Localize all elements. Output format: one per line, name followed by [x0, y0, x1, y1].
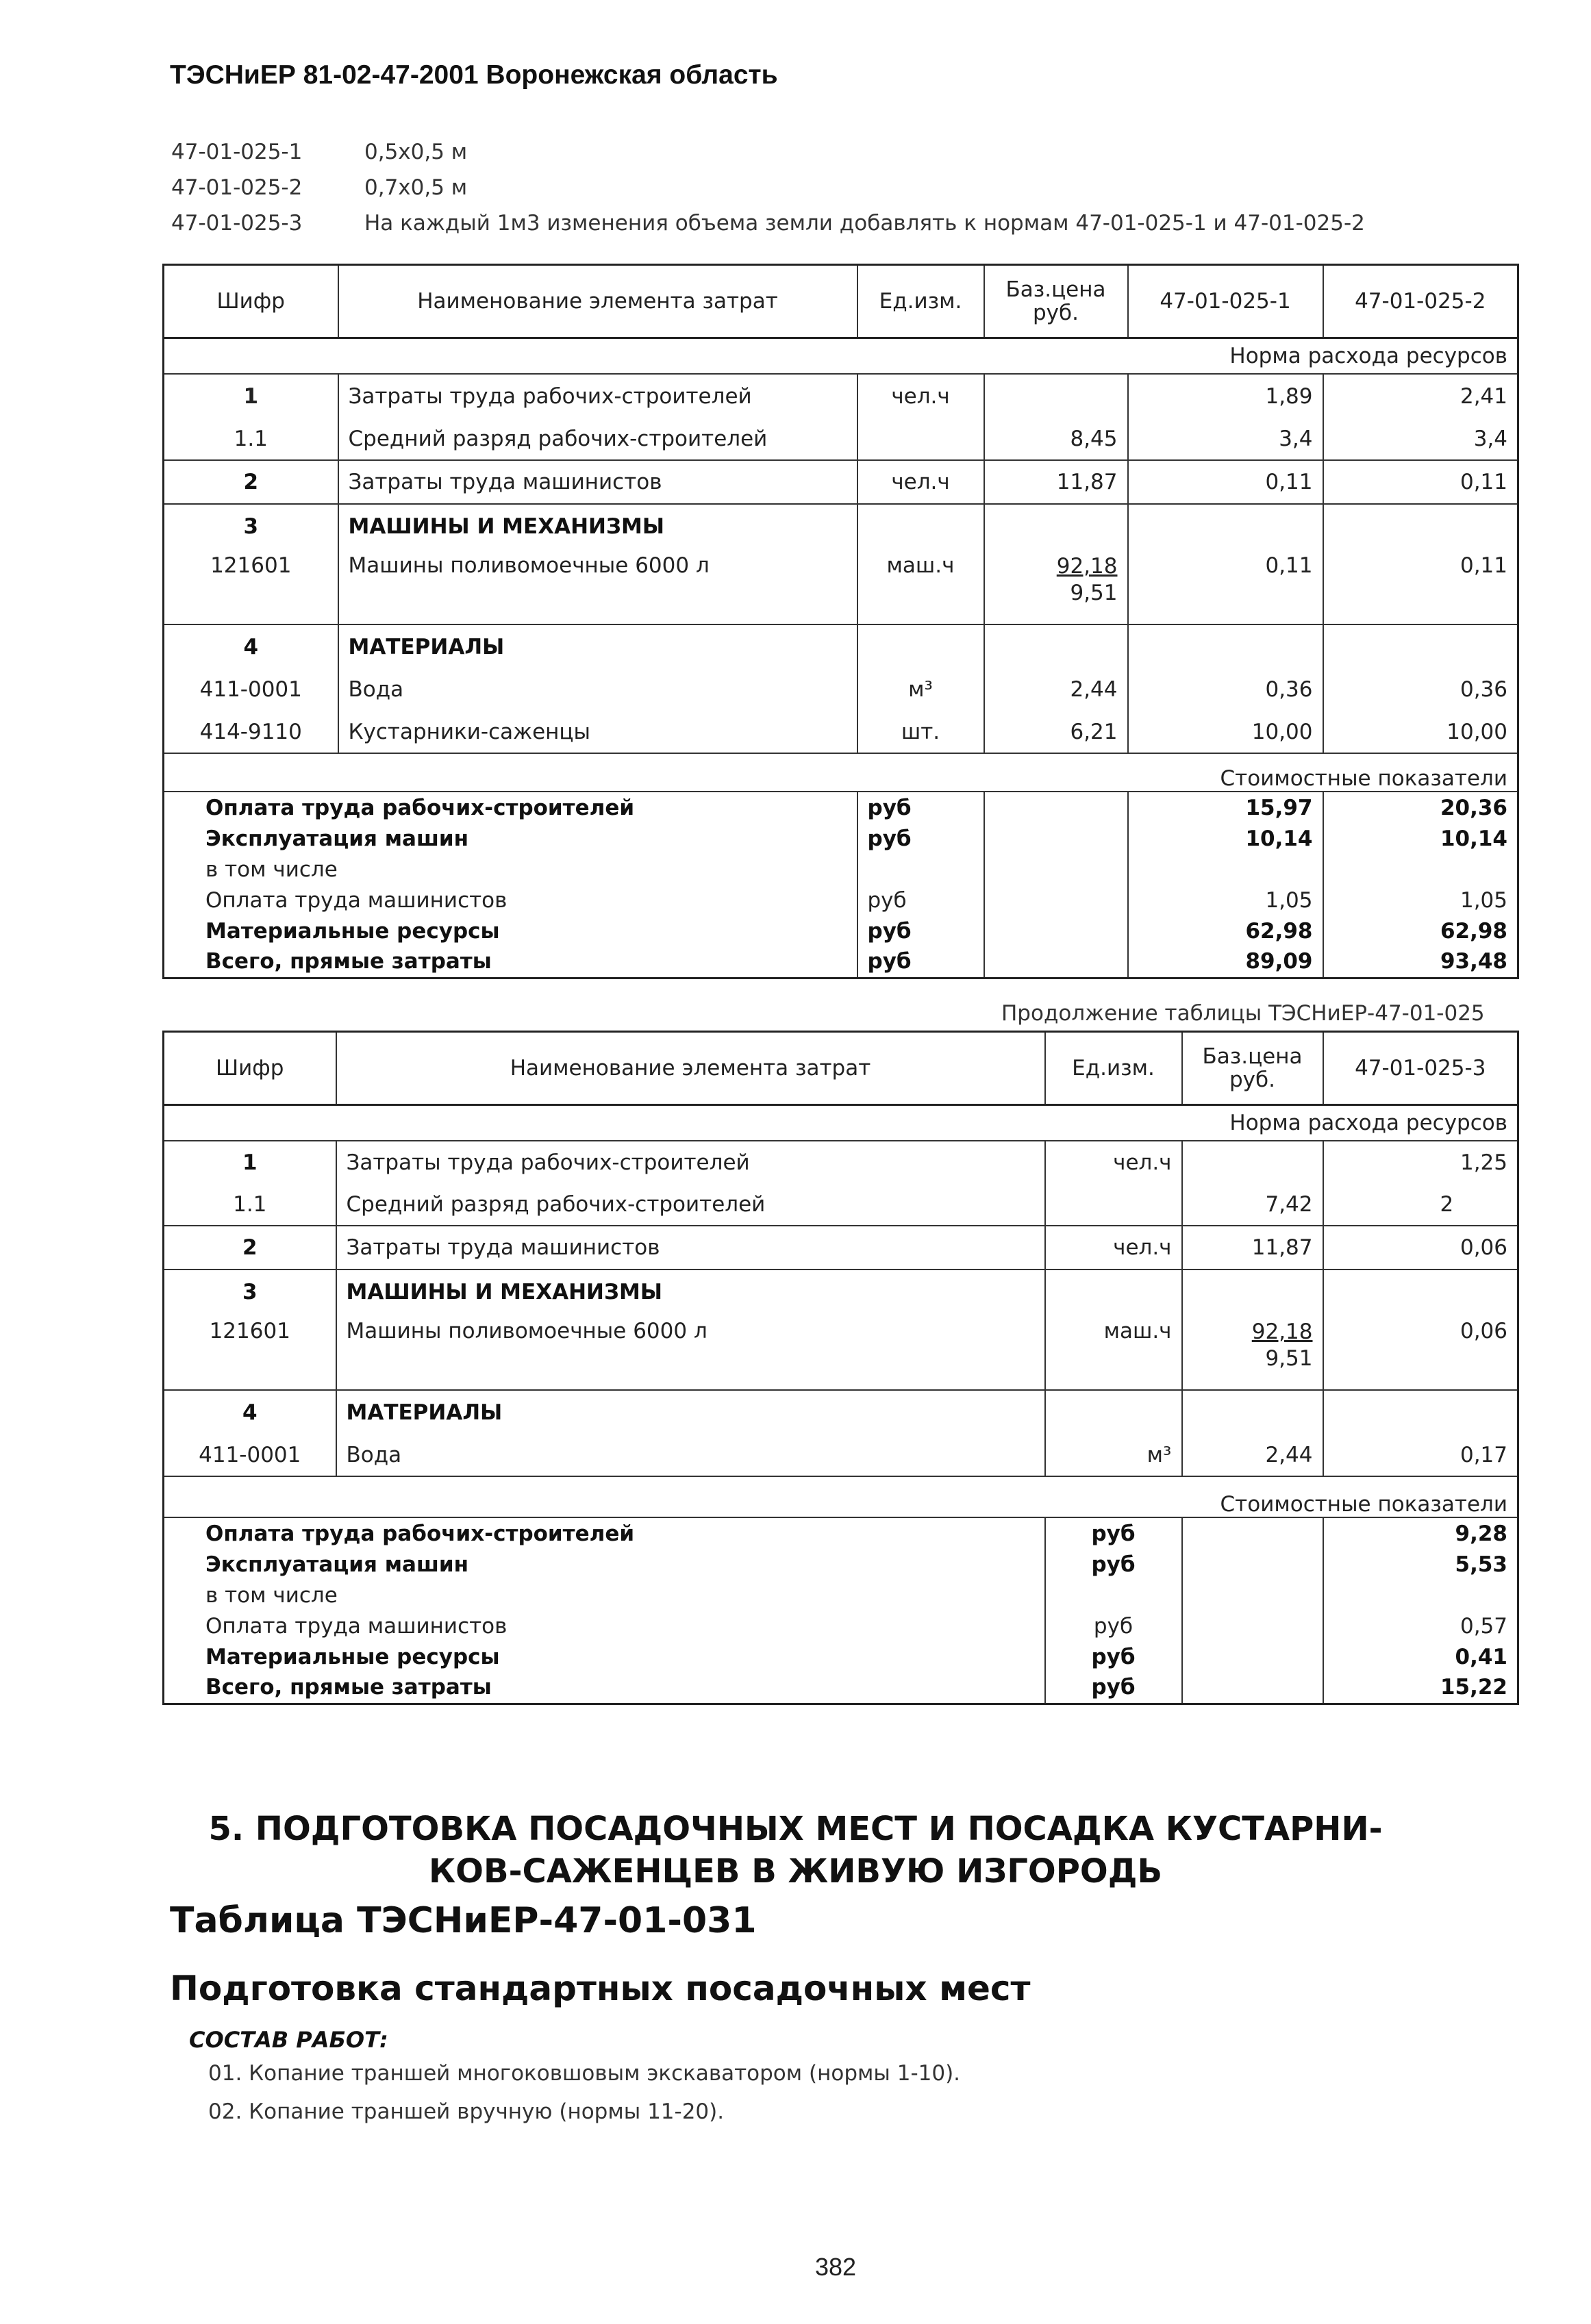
row-norm-2: 3,4 [1323, 418, 1518, 460]
norm-label: Норма расхода ресурсов [164, 1105, 1518, 1141]
row-price: 8,45 [984, 418, 1128, 460]
row-name: Машины поливомоечные 6000 л [338, 548, 857, 624]
cost-value-2: 1,05 [1323, 885, 1518, 916]
code-list-item [171, 134, 1365, 170]
cost-unit: руб [1045, 1611, 1182, 1642]
row-name: Вода [338, 668, 857, 711]
cost-value-2: 10,14 [1323, 823, 1518, 855]
document-header: ТЭСНиЕР 81-02-47-2001 Воронежская область [170, 60, 778, 90]
group-name: МАТЕРИАЛЫ [338, 624, 857, 668]
cost-unit: руб [1045, 1517, 1182, 1549]
code-list-item [171, 170, 1365, 205]
group-name: МАШИНЫ И МЕХАНИЗМЫ [338, 504, 857, 548]
code-list [171, 134, 1365, 241]
row-unit [1045, 1183, 1182, 1226]
table-title: Таблица ТЭСНиЕР-47-01-031 [170, 1900, 757, 1941]
cost-value-1: 62,98 [1128, 916, 1323, 946]
table-row [164, 1141, 1518, 1183]
code-description: 0,5x0,5 м [364, 140, 468, 164]
col-header-price: Баз.цена руб. [1182, 1032, 1323, 1105]
work-composition-label: СОСТАВ РАБОТ: [189, 2027, 388, 2053]
row-price: 11,87 [1182, 1226, 1323, 1270]
cost-row [164, 916, 1518, 946]
cost-row [164, 1580, 1518, 1611]
row-norm-1: 1,89 [1128, 374, 1323, 418]
cost-row [164, 1611, 1518, 1642]
price-operator: 9,51 [1265, 1346, 1313, 1371]
row-name: Затраты труда рабочих-строителей [338, 374, 857, 418]
cost-value-3: 0,41 [1323, 1642, 1518, 1672]
cost-row [164, 1672, 1518, 1704]
code-description: 0,7x0,5 м [364, 175, 468, 200]
table-header-row [164, 1032, 1518, 1105]
col-header-code: Шифр [216, 1055, 284, 1081]
cost-name: Всего, прямые затраты [205, 949, 492, 974]
group-code: 4 [164, 624, 338, 668]
cost-label: Стоимостные показатели [164, 1476, 1518, 1517]
cost-row [164, 792, 1518, 823]
row-name: Средний разряд рабочих-строителей [338, 418, 857, 460]
cost-value-3: 0,57 [1323, 1611, 1518, 1642]
section-label-row [164, 338, 1518, 375]
col-header-code: Шифр [216, 288, 285, 314]
row-norm-2: 2,41 [1323, 374, 1518, 418]
cost-name: Эксплуатация машин [205, 826, 469, 851]
row-code: 411-0001 [199, 677, 302, 702]
row-norm-2: 10,00 [1323, 711, 1518, 753]
row-price: 6,21 [984, 711, 1128, 753]
code: 47-01-025-3 [171, 211, 303, 236]
code: 47-01-025-2 [171, 175, 303, 200]
cost-unit: руб [857, 885, 984, 916]
table-row [164, 460, 1518, 504]
continuation-caption: Продолжение таблицы ТЭСНиЕР-47-01-025 [1001, 1001, 1485, 1026]
cost-name: Оплата труда рабочих-строителей [164, 1517, 1045, 1549]
group-row [164, 1270, 1518, 1313]
cost-unit: руб [1045, 1672, 1182, 1704]
row-name: Машины поливомоечные 6000 л [336, 1313, 1045, 1390]
row-norm-2: 0,11 [1323, 460, 1518, 504]
row-price: 7,42 [1182, 1183, 1323, 1226]
section-title [0, 1808, 1591, 1893]
group-row [164, 624, 1518, 668]
cost-row [164, 885, 1518, 916]
row-price [984, 374, 1128, 418]
group-code: 4 [164, 1390, 336, 1434]
row-unit: чел.ч [1045, 1141, 1182, 1183]
row-price: 2,44 [1182, 1434, 1323, 1476]
cost-unit: руб [857, 916, 984, 946]
row-price: 11,87 [984, 460, 1128, 504]
row-norm-1: 10,00 [1128, 711, 1323, 753]
row-code: 411-0001 [199, 1442, 301, 1467]
table-header-row [164, 265, 1518, 338]
cost-name: Оплата труда машинистов [205, 1614, 508, 1639]
col-header-unit: Ед.изм. [857, 265, 984, 338]
row-name: Затраты труда рабочих-строителей [336, 1141, 1045, 1183]
section-label-row [164, 1476, 1518, 1517]
cost-row [164, 1642, 1518, 1672]
col-header-norm-3: 47-01-025-3 [1323, 1032, 1518, 1105]
row-code: 414-9110 [199, 719, 302, 744]
row-unit: чел.ч [1045, 1226, 1182, 1270]
cost-value-3: 9,28 [1323, 1517, 1518, 1549]
cost-value-1: 1,05 [1128, 885, 1323, 916]
norm-table-2 [162, 1031, 1519, 1705]
table-row [164, 418, 1518, 460]
table-row [164, 548, 1518, 624]
code-description: На каждый 1м3 изменения объема земли добавлять к нормам 47-01-025-1 и 47-01-025-2 [364, 211, 1365, 236]
table-row [164, 1226, 1518, 1270]
row-unit: м³ [857, 668, 984, 711]
row-name: Затраты труда машинистов [336, 1226, 1045, 1270]
cost-name: Материальные ресурсы [205, 1645, 500, 1669]
group-name: МАТЕРИАЛЫ [336, 1390, 1045, 1434]
col-header-norm-2: 47-01-025-2 [1323, 265, 1518, 338]
cost-value-3: 5,53 [1323, 1549, 1518, 1580]
price-machine: 92,18 [1056, 554, 1118, 579]
row-code: 2 [164, 460, 338, 504]
cost-name: Всего, прямые затраты [205, 1675, 492, 1700]
group-row [164, 504, 1518, 548]
cost-row [164, 946, 1518, 978]
col-header-price: Баз.цена руб. [984, 265, 1128, 338]
cost-row [164, 823, 1518, 855]
cost-name: Оплата труда машинистов [205, 888, 508, 913]
row-norm-3: 0,06 [1323, 1313, 1518, 1390]
row-norm-3: 0,17 [1323, 1434, 1518, 1476]
row-norm-1: 0,36 [1128, 668, 1323, 711]
price-machine: 92,18 [1251, 1319, 1313, 1344]
col-header-name: Наименование элемента затрат [338, 265, 857, 338]
cost-value-3: 15,22 [1323, 1672, 1518, 1704]
code-list-item [171, 205, 1365, 241]
group-code: 3 [164, 1270, 336, 1313]
cost-unit: руб [857, 792, 984, 823]
row-norm-3: 2 [1323, 1183, 1518, 1226]
cost-name: Материальные ресурсы [205, 919, 500, 944]
cost-value-2: 20,36 [1323, 792, 1518, 823]
row-name: Кустарники-саженцы [338, 711, 857, 753]
row-code: 1 [164, 1141, 336, 1183]
table-row [164, 1434, 1518, 1476]
row-unit: м³ [1045, 1434, 1182, 1476]
row-code: 121601 [210, 553, 292, 578]
cost-label: Стоимостные показатели [164, 753, 1518, 792]
section-title-line-1: 5. ПОДГОТОВКА ПОСАДОЧНЫХ МЕСТ И ПОСАДКА КУСТАРНИ- [208, 1810, 1383, 1848]
section-label-row [164, 753, 1518, 792]
row-name: Вода [336, 1434, 1045, 1476]
row-price: 2,44 [984, 668, 1128, 711]
row-norm-1: 0,11 [1128, 460, 1323, 504]
code: 47-01-025-1 [171, 140, 303, 164]
cost-name: Оплата труда рабочих-строителей [164, 792, 857, 823]
row-unit: шт. [857, 711, 984, 753]
cost-value-1: 89,09 [1128, 946, 1323, 978]
row-code: 1.1 [233, 1191, 267, 1217]
row-code: 2 [164, 1226, 336, 1270]
cost-row [164, 1517, 1518, 1549]
cost-row [164, 855, 1518, 885]
table-subtitle: Подготовка стандартных посадочных мест [170, 1969, 1031, 2008]
price-operator: 9,51 [1070, 580, 1118, 605]
row-code: 121601 [209, 1319, 290, 1343]
cost-value-2: 93,48 [1323, 946, 1518, 978]
work-item: 01. Копание траншей многоковшовым экскаватором (нормы 1-10). [208, 2061, 961, 2086]
cost-unit: руб [1045, 1642, 1182, 1672]
cost-row [164, 1549, 1518, 1580]
row-norm-1: 0,11 [1128, 548, 1323, 624]
table-row [164, 1313, 1518, 1390]
row-code: 1.1 [234, 426, 268, 451]
table-row [164, 374, 1518, 418]
row-name: Средний разряд рабочих-строителей [336, 1183, 1045, 1226]
row-name: Затраты труда машинистов [338, 460, 857, 504]
row-unit: чел.ч [857, 460, 984, 504]
table-row [164, 668, 1518, 711]
row-unit [857, 418, 984, 460]
row-unit: чел.ч [857, 374, 984, 418]
table-row [164, 1183, 1518, 1226]
row-unit: маш.ч [857, 548, 984, 624]
cost-unit: руб [857, 823, 984, 855]
norm-table-1 [162, 264, 1519, 979]
row-norm-3: 0,06 [1323, 1226, 1518, 1270]
cost-unit: руб [857, 946, 984, 978]
row-norm-3: 1,25 [1323, 1141, 1518, 1183]
row-code: 1 [164, 374, 338, 418]
cost-value-1: 10,14 [1128, 823, 1323, 855]
cost-name: в том числе [205, 1583, 338, 1608]
norm-label: Норма расхода ресурсов [164, 338, 1518, 375]
section-label-row [164, 1105, 1518, 1141]
row-norm-1: 3,4 [1128, 418, 1323, 460]
table-row [164, 711, 1518, 753]
page-number: 382 [815, 2253, 857, 2281]
cost-name: Эксплуатация машин [205, 1552, 469, 1577]
col-header-unit: Ед.изм. [1045, 1032, 1182, 1105]
work-item: 02. Копание траншей вручную (нормы 11-20). [208, 2099, 725, 2124]
group-code: 3 [164, 504, 338, 548]
row-norm-2: 0,36 [1323, 668, 1518, 711]
row-unit: маш.ч [1045, 1313, 1182, 1390]
cost-name: в том числе [205, 857, 338, 882]
row-price-split [1182, 1313, 1323, 1390]
row-price-split [984, 548, 1128, 624]
cost-value-1: 15,97 [1128, 792, 1323, 823]
col-header-name: Наименование элемента затрат [336, 1032, 1045, 1105]
row-norm-2: 0,11 [1323, 548, 1518, 624]
cost-value-2: 62,98 [1323, 916, 1518, 946]
group-name: МАШИНЫ И МЕХАНИЗМЫ [336, 1270, 1045, 1313]
group-row [164, 1390, 1518, 1434]
col-header-norm-1: 47-01-025-1 [1128, 265, 1323, 338]
cost-unit: руб [1045, 1549, 1182, 1580]
section-title-line-2: КОВ-САЖЕНЦЕВ В ЖИВУЮ ИЗГОРОДЬ [428, 1852, 1163, 1891]
row-price [1182, 1141, 1323, 1183]
